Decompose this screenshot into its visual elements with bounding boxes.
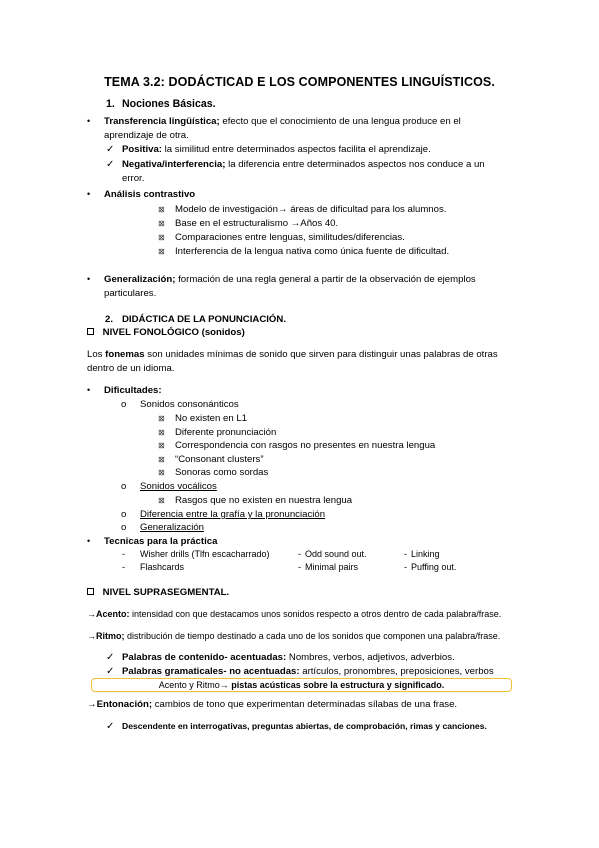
tecnica-item: Wisher drills (Tlfn escacharrado) (140, 549, 270, 559)
generalizacion-label: Generalización (140, 522, 204, 533)
analisis-term: Análisis contrastivo (104, 189, 196, 200)
fonemas-pre: Los (87, 349, 103, 360)
vocalicos-item: Rasgos que no existen en nuestra lengua (175, 495, 353, 506)
entonacion-term: →Entonación; (87, 699, 153, 710)
circle-bullet-icon: o (121, 481, 127, 492)
section-1-heading: Nociones Básicas. (122, 98, 216, 110)
acento-def: intensidad con que destacamos unos sonidos respecto a otros dentro de cada palabra/frase. (132, 609, 502, 619)
acento-term: →Acento: (87, 609, 130, 619)
highlight-text (92, 679, 511, 691)
positiva-term: Positiva: (122, 144, 162, 155)
transferencia-def: efecto que el conocimiento de una lengua produce en el (222, 116, 461, 127)
negativa-def: la diferencia entre determinados aspectos nos conduce a un (228, 159, 485, 170)
tecnica-dash: - (122, 562, 125, 572)
missing-glyph-icon: ⊠ (158, 414, 165, 423)
descendente-text: Descendente en interrogativas, preguntas abiertas, de comprobación, rimas y canciones. (122, 721, 487, 731)
missing-glyph-icon: ⊠ (158, 233, 165, 242)
missing-glyph-icon: ⊠ (158, 455, 165, 464)
consonanticos-item: Correspondencia con rasgos no presentes en nuestra lengua (175, 440, 436, 451)
tecnica-dash: - (298, 562, 301, 572)
acento-line (87, 608, 501, 621)
gramaticales-def: artículos, pronombres, preposiciones, verbos (302, 666, 494, 677)
bullet-icon: • (87, 536, 91, 546)
dificultades-term: Dificultades: (104, 385, 162, 396)
consonanticos-item: “Consonant clusters” (175, 454, 264, 465)
bullet-icon: • (87, 116, 91, 126)
tecnicas-term: Tecnicas para la práctica (104, 536, 218, 547)
transferencia-term: Transferencia lingüística; (104, 116, 220, 127)
consonanticos-item: Sonoras como sordas (175, 467, 269, 478)
nivel-fonologico-line (87, 326, 245, 339)
ritmo-def: distribución de tiempo destinado a cada uno de los sonidos que componen una palabra/frase. (127, 631, 501, 641)
tecnica-dash: - (404, 549, 407, 559)
tecnica-item: Odd sound out. (305, 549, 367, 559)
circle-bullet-icon: o (121, 522, 127, 533)
negativa-def-cont: error. (122, 173, 145, 184)
checkbox-square-icon (87, 328, 94, 335)
fonemas-def-cont: dentro de un idioma. (87, 363, 175, 374)
consonanticos-item: Diferente pronunciación (175, 427, 277, 438)
missing-glyph-icon: ⊠ (158, 428, 165, 437)
tecnica-item: Minimal pairs (305, 562, 359, 572)
circle-bullet-icon: o (121, 509, 127, 520)
check-icon: ✓ (106, 144, 115, 155)
missing-glyph-icon: ⊠ (158, 496, 165, 505)
highlight-pre: Acento y Ritmo (158, 680, 220, 690)
nivel-suprasegmental-line (87, 586, 229, 599)
section-1-number: 1. (106, 98, 115, 110)
tecnica-dash: - (122, 549, 125, 559)
contenido-term: Palabras de contenido- acentuadas: (122, 652, 287, 663)
missing-glyph-icon: ⊠ (158, 219, 165, 228)
section-2-heading: DIDÁCTICA DE LA PONUNCIACIÓN. (122, 314, 286, 325)
entonacion-def: cambios de tono que experimentan determinadas sílabas de una frase. (154, 699, 458, 710)
tecnica-dash: - (404, 562, 407, 572)
section-2-number: 2. (105, 314, 114, 325)
gramaticales-term: Palabras gramaticales- no acentuadas: (122, 666, 300, 677)
tecnica-item: Puffing out. (411, 562, 457, 572)
positiva-def: la similitud entre determinados aspectos facilita el aprendizaje. (164, 144, 431, 155)
vocalicos-label: Sonidos vocálicos (140, 481, 217, 492)
positiva-line (122, 143, 431, 156)
circle-bullet-icon: o (121, 399, 127, 410)
check-icon: ✓ (106, 652, 115, 663)
negativa-term: Negativa/interferencia; (122, 159, 226, 170)
checkbox-square-icon (87, 588, 94, 595)
bullet-icon: • (87, 274, 91, 284)
fonemas-line (87, 348, 498, 361)
fonemas-def: son unidades mínimas de sonido que sirven para distinguir unas palabras de otras (147, 349, 498, 360)
consonanticos-item: No existen en L1 (175, 413, 247, 424)
missing-glyph-icon: ⊠ (158, 205, 165, 214)
check-icon: ✓ (106, 159, 115, 170)
contenido-line (122, 651, 455, 664)
ritmo-line (87, 630, 500, 643)
tecnica-item: Flashcards (140, 562, 185, 572)
grafia-label: Diferencia entre la grafía y la pronunciación (140, 509, 326, 520)
entonacion-line (87, 698, 457, 711)
contenido-def: Nombres, verbos, adjetivos, adverbios. (288, 652, 455, 663)
ritmo-term: →Ritmo; (87, 631, 125, 641)
missing-glyph-icon: ⊠ (158, 247, 165, 256)
negativa-line (122, 158, 485, 171)
nivel-suprasegmental-heading: NIVEL SUPRASEGMENTAL. (102, 587, 230, 598)
bullet-icon: • (87, 189, 91, 199)
missing-glyph-icon: ⊠ (158, 468, 165, 477)
analisis-item: Modelo de investigación→ áreas de dificultad para los alumnos. (175, 204, 447, 215)
highlight-post: → pistas acústicas sobre la estructura y significado. (219, 680, 445, 690)
page-title: TEMA 3.2: DODÁCTICAD E LOS COMPONENTES LINGUÍSTICOS. (104, 75, 495, 89)
bullet-icon: • (87, 385, 91, 395)
generalizacion-def: formación de una regla general a partir de la observación de ejemplos (178, 274, 476, 285)
analisis-item: Interferencia de la lengua nativa como única fuente de dificultad. (175, 246, 450, 257)
highlight-box (91, 678, 512, 692)
transferencia-line (104, 115, 461, 128)
missing-glyph-icon: ⊠ (158, 441, 165, 450)
check-icon: ✓ (106, 721, 115, 732)
generalizacion-term: Generalización; (104, 274, 176, 285)
tecnica-dash: - (298, 549, 301, 559)
tecnica-item: Linking (411, 549, 440, 559)
generalizacion-line (104, 273, 476, 286)
fonemas-term: fonemas (105, 349, 145, 360)
consonanticos-label: Sonidos consonánticos (140, 399, 239, 410)
transferencia-def-cont: aprendizaje de otra. (104, 130, 189, 141)
check-icon: ✓ (106, 666, 115, 677)
analisis-item: Comparaciones entre lenguas, similitudes/diferencias. (175, 232, 405, 243)
gramaticales-line (122, 665, 494, 678)
nivel-fonologico-heading: NIVEL FONOLÓGICO (sonidos) (102, 327, 245, 338)
analisis-item: Base en el estructuralismo →Años 40. (175, 218, 339, 229)
generalizacion-def-cont: particulares. (104, 288, 157, 299)
